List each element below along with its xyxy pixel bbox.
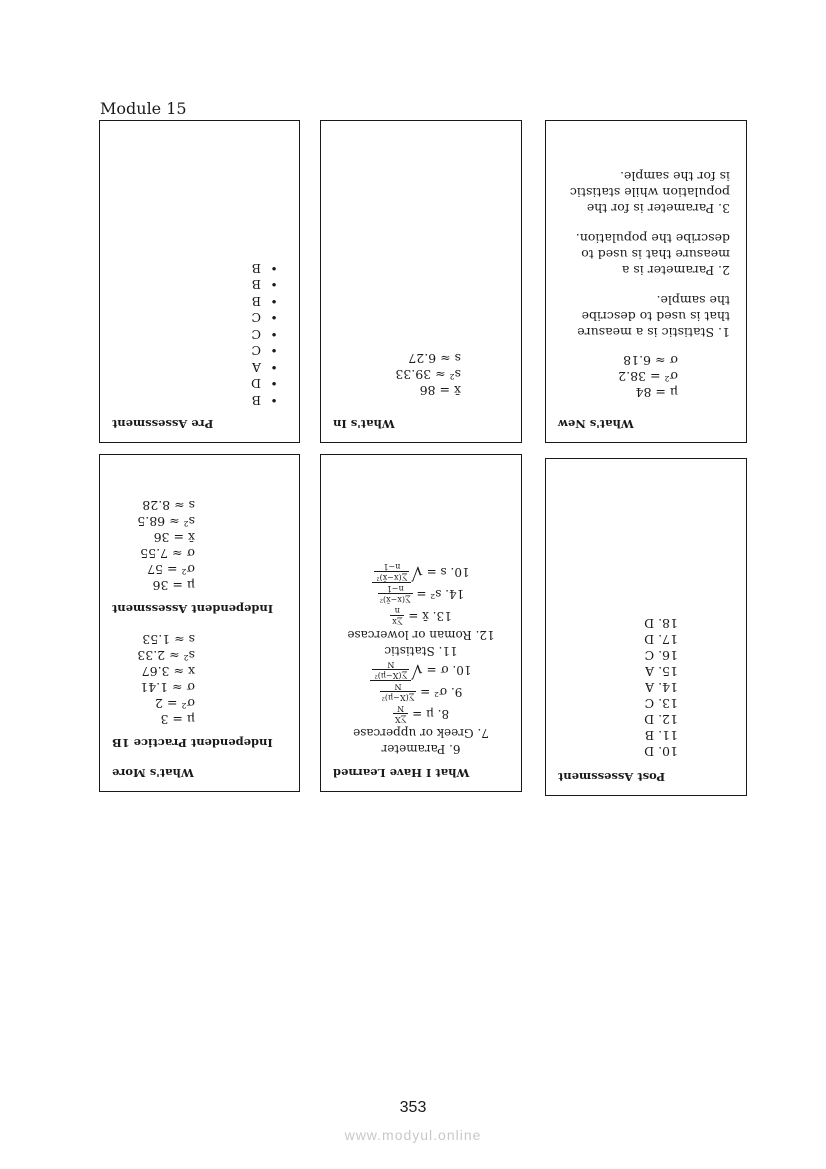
variance-formula-fraction (380, 682, 417, 703)
sample-std-dev-formula-fraction (374, 561, 409, 582)
heading-post-assessment: Post Assessment (558, 770, 666, 784)
sample-variance-formula-fraction (378, 584, 413, 605)
answer-box-what-i-have-learned (320, 454, 522, 792)
answer-box-whats-in (320, 120, 522, 443)
whats-new-item-2: 2. Parameter is a measure that is used to describe the population. (575, 231, 730, 278)
list-item: • C (112, 342, 287, 359)
learned-item-14 (333, 583, 509, 605)
learned-item-11: 11. Statistic (384, 644, 458, 658)
assessment-line: s² ≈ 68.5 (137, 514, 195, 529)
list-item: 15. A (645, 664, 678, 679)
fraction-denominator: n (394, 606, 400, 616)
learned-item-6: 6. Parameter (381, 742, 461, 756)
heading-independent-assessment: Independent Assessment (112, 602, 274, 616)
assessment-line: x̄ = 36 (153, 530, 195, 545)
fraction-denominator: N (394, 682, 402, 692)
list-item: 13. C (644, 696, 678, 711)
list-item: • B (112, 276, 287, 293)
list-item: • B (112, 260, 287, 277)
learned-item-10 (333, 659, 509, 681)
practice-line: μ = 3 (160, 712, 195, 727)
learned-item-10-lhs: 10. σ = (426, 663, 472, 677)
practice-line: s² ≈ 2.33 (137, 648, 195, 663)
list-item: • C (112, 326, 287, 343)
list-item: • A (112, 359, 287, 376)
answer-box-whats-more (99, 454, 300, 792)
list-item: 18. D (644, 616, 678, 631)
assessment-line: s ≈ 8.28 (142, 498, 195, 513)
learned-item-10b (333, 561, 509, 583)
list-item: 17. D (644, 632, 678, 647)
fraction-numerator: ∑(x−x̄)² (376, 573, 408, 582)
heading-whats-more: What's More (112, 766, 194, 780)
page-number: 353 (399, 1099, 427, 1116)
learned-item-8-lhs: 8. μ = (412, 707, 450, 721)
list-item: • D (112, 375, 287, 392)
pre-assessment-answer-list (112, 260, 287, 409)
list-item: • B (112, 293, 287, 310)
fraction-denominator: N (397, 704, 405, 714)
fraction-numerator: ∑(X−μ)² (374, 671, 408, 680)
whats-new-variance: σ² = 38.2 (618, 369, 678, 384)
std-dev-formula-fraction (372, 659, 409, 680)
list-item: 14. A (645, 680, 678, 695)
assessment-line: σ² = 57 (147, 562, 195, 577)
assessment-line: μ = 36 (152, 578, 195, 593)
learned-item-9 (333, 681, 509, 703)
list-item: 11. B (644, 728, 678, 743)
heading-pre-assessment: Pre Assessment (112, 417, 214, 431)
practice-line: x ≈ 3.67 (141, 664, 195, 679)
fraction-denominator: N (387, 660, 395, 669)
heading-independent-practice: Independent Practice 1B (112, 736, 273, 750)
practice-line: s ≈ 1.53 (142, 632, 195, 647)
practice-line: σ ≈ 1.41 (140, 680, 195, 695)
learned-item-9-lhs: 9. σ² = (420, 685, 463, 699)
whats-new-mean: μ = 84 (635, 385, 678, 400)
fraction-numerator: ∑X (394, 715, 407, 725)
heading-whats-new: What's New (558, 417, 634, 431)
fraction-denominator: n−1 (383, 562, 401, 571)
assessment-line: σ ≈ 7.55 (140, 546, 195, 561)
answer-box-post-assessment (545, 458, 747, 796)
list-item: • B (112, 392, 287, 409)
fraction-numerator: ∑(x−x̄)² (379, 595, 411, 605)
answer-box-pre-assessment (99, 120, 300, 443)
learned-item-13-lhs: 13. x̄ = (408, 609, 452, 623)
whats-new-std-dev: σ ≈ 6.18 (623, 353, 678, 368)
practice-line: σ² = 2 (155, 696, 195, 711)
fraction-numerator: ∑x (392, 617, 403, 627)
heading-whats-in: What's In (333, 417, 395, 431)
square-root-icon: √ (411, 660, 423, 681)
radicand (370, 659, 411, 681)
square-root-icon: √ (411, 562, 423, 583)
learned-item-14-lhs: 14. s² = (416, 587, 465, 601)
list-item: 12. D (644, 712, 678, 727)
list-item: 10. D (644, 744, 678, 759)
module-title: Module 15 (100, 99, 187, 118)
learned-item-7: 7. Greek or uppercase (353, 726, 489, 740)
watermark: www.modyul.online (344, 1127, 482, 1143)
whats-in-mean: x̄ = 86 (419, 383, 461, 398)
list-item: 16. C (644, 648, 678, 663)
learned-item-12: 12. Roman or lowercase (347, 628, 495, 642)
list-item: • C (112, 309, 287, 326)
answer-box-whats-new (545, 120, 747, 443)
heading-what-i-have-learned: What I Have Learned (333, 766, 470, 780)
learned-item-10b-lhs: 10. s = (426, 565, 470, 579)
learned-item-8 (333, 703, 509, 725)
whats-new-item-3: 3. Parameter is for the population while statistic is for the sample. (569, 169, 730, 216)
radicand (372, 561, 411, 583)
mean-formula-fraction (393, 704, 408, 725)
whats-new-item-1: 1. Statistic is a measure that is used to describe the sample. (577, 293, 730, 340)
learned-item-13 (333, 605, 509, 627)
sample-mean-formula-fraction (390, 606, 404, 627)
fraction-denominator: n−1 (386, 584, 404, 594)
whats-in-std-dev: s ≈ 6.27 (408, 351, 461, 366)
fraction-numerator: ∑(X−μ)² (381, 693, 415, 703)
whats-in-variance: s² ≈ 39.33 (395, 367, 461, 382)
